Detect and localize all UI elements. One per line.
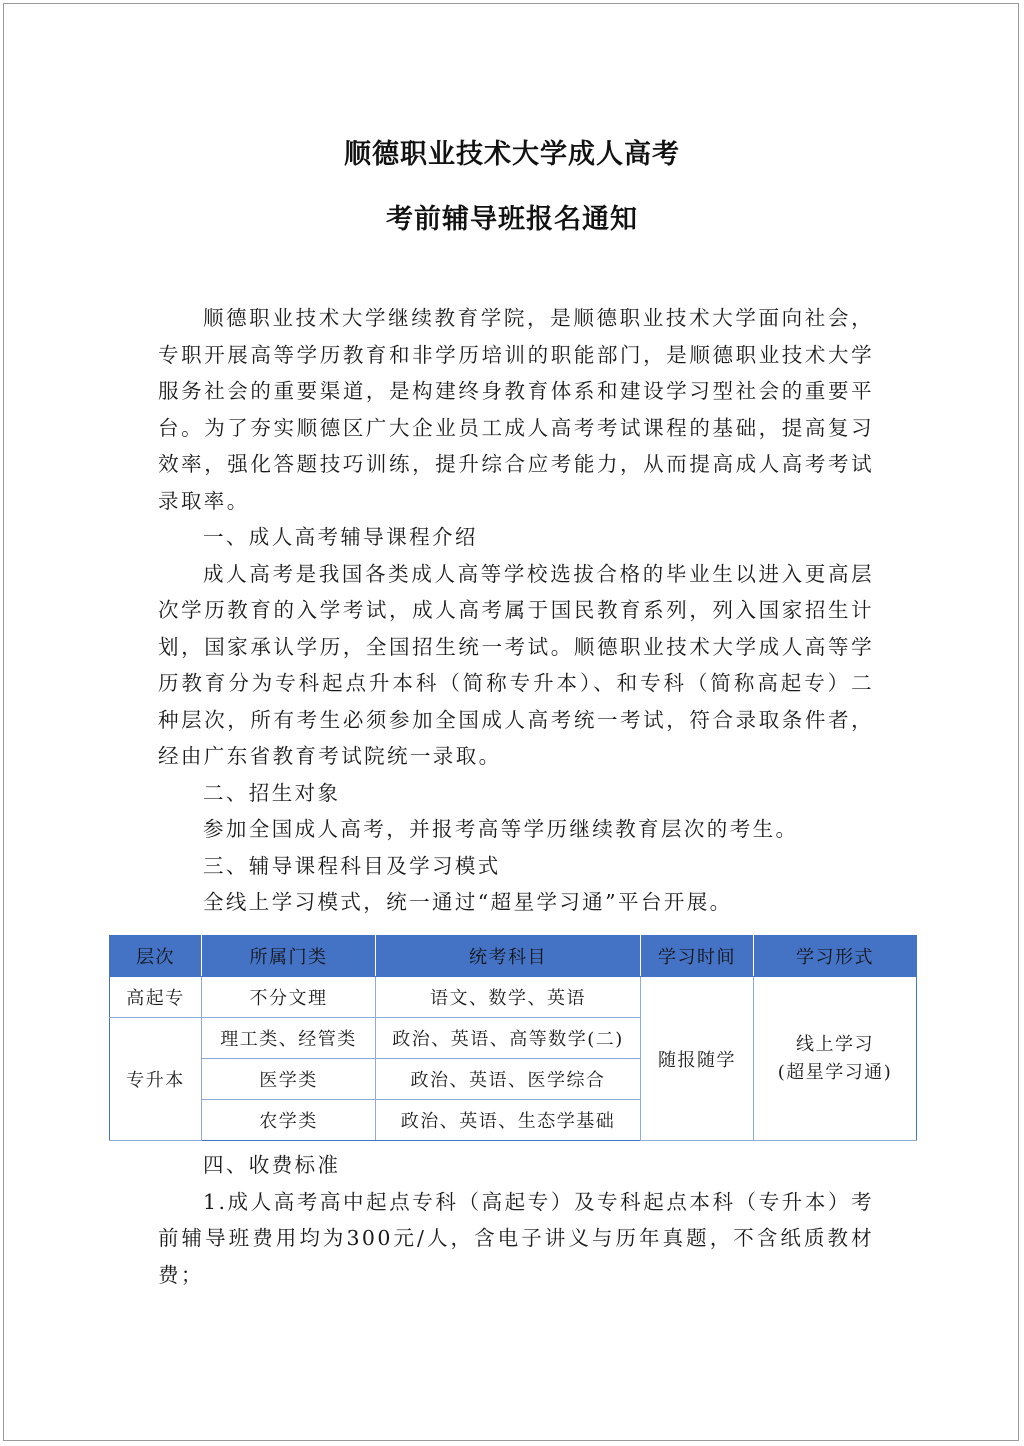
body-lower bbox=[158, 1147, 874, 1293]
section1-paragraph: 成人高考是我国各类成人高等学校选拔合格的毕业生以进入更高层次学历教育的入学考试，成人高考属于国民教育系列，列入国家招生计划，国家承认学历，全国招生统一考试。顺德职业技术大学成人高等学历教育分为专科起点升本科（简称专升本）、和专科（简称高起专）二种层次，所有考生必须参加全国成人高考统一考试，符合录取条件者，经由广东省教育考试院统一录取。 bbox=[158, 561, 874, 768]
course-table-container bbox=[109, 935, 916, 1141]
study-form-line2: (超星学习通) bbox=[777, 1061, 893, 1083]
table-header-row bbox=[110, 936, 917, 977]
doc-title-line1: 顺德职业技术大学成人高考 bbox=[344, 139, 680, 170]
section4-paragraph: 1.成人高考高中起点专科（高起专）及专科起点本科（专升本）考前辅导班费用均为300元/人，含电子讲义与历年真题，不含纸质教材费； bbox=[158, 1189, 874, 1287]
subjects-cell: 政治、英语、高等数学(二) bbox=[376, 1018, 641, 1059]
course-table bbox=[109, 935, 917, 1141]
table-header-cell: 学习形式 bbox=[754, 936, 917, 977]
subjects-cell: 政治、英语、医学综合 bbox=[376, 1059, 641, 1100]
table-header-cell: 统考科目 bbox=[376, 936, 641, 977]
subjects-cell: 政治、英语、生态学基础 bbox=[376, 1100, 641, 1141]
category-cell: 农学类 bbox=[202, 1100, 376, 1141]
category-cell: 不分文理 bbox=[202, 977, 376, 1018]
section1-heading: 一、成人高考辅导课程介绍 bbox=[203, 525, 478, 549]
study-form-line1: 线上学习 bbox=[796, 1033, 874, 1055]
section3-heading: 三、辅导课程科目及学习模式 bbox=[203, 853, 501, 878]
level-cell: 高起专 bbox=[110, 977, 202, 1018]
level-cell: 专升本 bbox=[110, 1018, 202, 1141]
section2-paragraph: 参加全国成人高考，并报考高等学历继续教育层次的考生。 bbox=[203, 817, 799, 841]
section3-paragraph: 全线上学习模式，统一通过“超星学习通”平台开展。 bbox=[203, 890, 733, 914]
intro-paragraph: 顺德职业技术大学继续教育学院，是顺德职业技术大学面向社会，专职开展高等学历教育和非学历培训的职能部门，是顺德职业技术大学服务社会的重要渠道，是构建终身教育体系和建设学习型社会的重要平台。为了夯实顺德区广大企业员工成人高考考试课程的基础，提高复习效率，强化答题技巧训练，提升综合应考能力，从而提高成人高考考试录取率。 bbox=[158, 306, 874, 513]
doc-title-line2: 考前辅导班报名通知 bbox=[386, 204, 638, 235]
subjects-cell: 语文、数学、英语 bbox=[376, 977, 641, 1018]
category-cell: 理工类、经管类 bbox=[202, 1018, 376, 1059]
category-cell: 医学类 bbox=[202, 1059, 376, 1100]
section2-heading: 二、招生对象 bbox=[203, 780, 341, 805]
table-header-cell: 层次 bbox=[110, 936, 202, 977]
study-time-cell: 随报随学 bbox=[641, 977, 754, 1141]
table-row bbox=[110, 977, 917, 1018]
body-upper bbox=[158, 300, 874, 921]
table-header-cell: 学习时间 bbox=[641, 936, 754, 977]
section4-heading: 四、收费标准 bbox=[203, 1153, 341, 1177]
table-header-cell: 所属门类 bbox=[202, 936, 376, 977]
study-form-cell bbox=[754, 977, 917, 1141]
